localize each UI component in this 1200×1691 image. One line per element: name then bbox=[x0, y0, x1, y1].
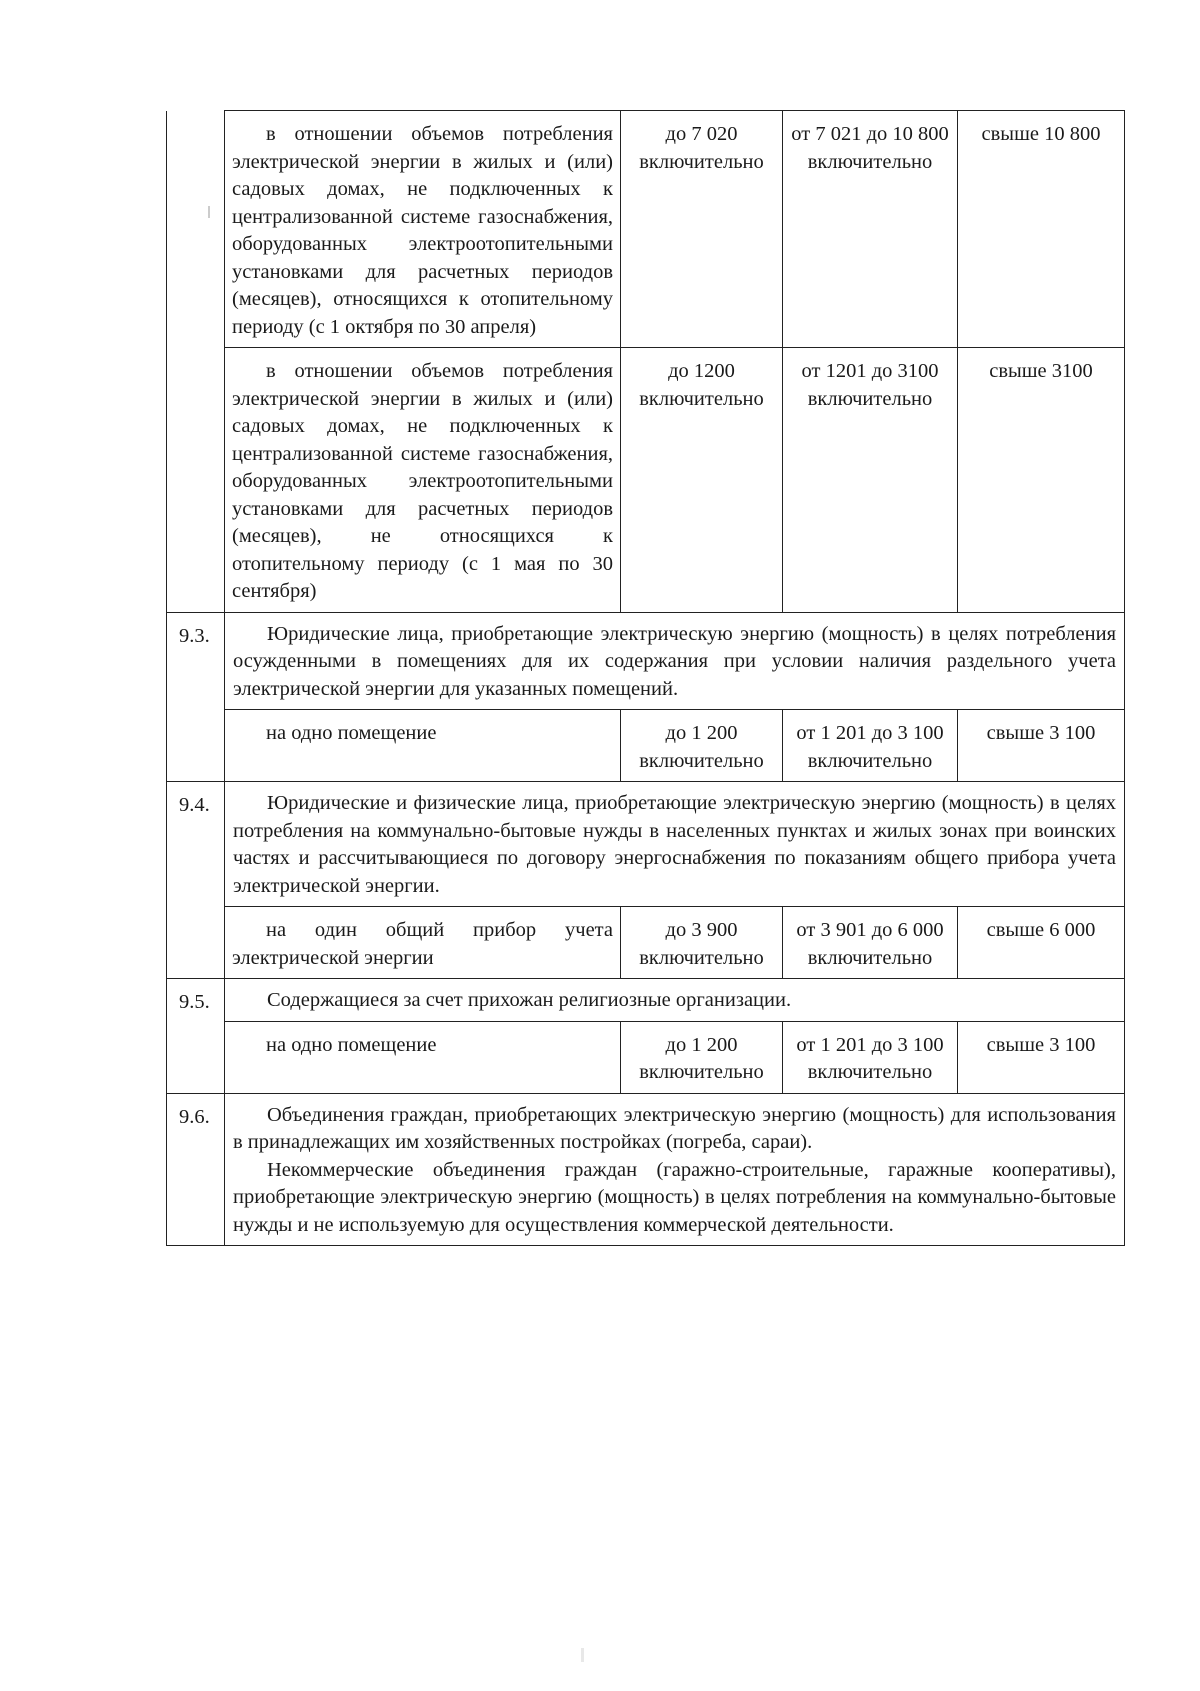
range-high: свыше 3 100 bbox=[958, 1021, 1125, 1093]
section-paragraph: Объединения граждан, приобретающих электрическую энергию (мощность) для использования в принадлежащих им хозяйственных постройках (погреба, сараи). bbox=[233, 1103, 1116, 1153]
section-number: 9.4. bbox=[167, 782, 225, 979]
section-title bbox=[225, 1093, 1125, 1246]
tariff-volume-table bbox=[166, 110, 1125, 1246]
row-number-cell bbox=[167, 111, 225, 348]
row-description: на одно помещение bbox=[225, 710, 621, 782]
scan-artifact bbox=[581, 1648, 584, 1662]
section-number: 9.6. bbox=[167, 1093, 225, 1246]
range-high: свыше 10 800 bbox=[958, 111, 1125, 348]
range-mid: от 3 901 до 6 000 включительно bbox=[783, 907, 958, 979]
row-description: в отношении объемов потребления электрической энергии в жилых и (или) садовых домах, не подключенных к централизованной системе газоснабжения, оборудованных электроотопительными установками для расчетных периодов (месяцев), относящихся к отопительному периоду (с 1 октября по 30 апреля) bbox=[225, 111, 621, 348]
range-high: свыше 3 100 bbox=[958, 710, 1125, 782]
range-low: до 1200 включительно bbox=[621, 348, 783, 613]
section-header-row bbox=[167, 979, 1125, 1022]
section-number: 9.5. bbox=[167, 979, 225, 1094]
section-title: Юридические лица, приобретающие электрическую энергию (мощность) в целях потребления осужденными в помещениях для их содержания при условии наличия раздельного учета электрической энергии для указанных помещений. bbox=[225, 612, 1125, 710]
range-high: свыше 3100 bbox=[958, 348, 1125, 613]
section-header-row bbox=[167, 782, 1125, 907]
table-row bbox=[167, 111, 1125, 348]
range-high: свыше 6 000 bbox=[958, 907, 1125, 979]
row-number-cell bbox=[167, 348, 225, 613]
range-low: до 7 020 включительно bbox=[621, 111, 783, 348]
section-header-row bbox=[167, 612, 1125, 710]
range-low: до 1 200 включительно bbox=[621, 710, 783, 782]
row-description: на один общий прибор учета электрической энергии bbox=[225, 907, 621, 979]
range-mid: от 1 201 до 3 100 включительно bbox=[783, 710, 958, 782]
row-description: на одно помещение bbox=[225, 1021, 621, 1093]
table-row bbox=[167, 1021, 1125, 1093]
section-paragraph: Некоммерческие объединения граждан (гаражно-строительные, гаражные кооперативы), приобретающие электрическую энергию (мощность) в целях потребления на коммунально-бытовые нужды и не используемую для осуществления коммерческой деятельности. bbox=[233, 1158, 1116, 1236]
range-mid: от 7 021 до 10 800 включительно bbox=[783, 111, 958, 348]
section-header-row bbox=[167, 1093, 1125, 1246]
range-low: до 3 900 включительно bbox=[621, 907, 783, 979]
row-description: в отношении объемов потребления электрической энергии в жилых и (или) садовых домах, не подключенных к централизованной системе газоснабжения, оборудованных электроотопительными установками для расчетных периодов (месяцев), не относящихся к отопительному периоду (с 1 мая по 30 сентября) bbox=[225, 348, 621, 613]
section-title: Юридические и физические лица, приобретающие электрическую энергию (мощность) в целях потребления на коммунально-бытовые нужды в населенных пунктах и жилых зонах при воинских частях и рассчитывающиеся по договору энергоснабжения по показаниям общего прибора учета электрической энергии. bbox=[225, 782, 1125, 907]
range-mid: от 1 201 до 3 100 включительно bbox=[783, 1021, 958, 1093]
section-title: Содержащиеся за счет прихожан религиозные организации. bbox=[225, 979, 1125, 1022]
table-row bbox=[167, 907, 1125, 979]
range-low: до 1 200 включительно bbox=[621, 1021, 783, 1093]
table-row bbox=[167, 348, 1125, 613]
section-number: 9.3. bbox=[167, 612, 225, 782]
table-row bbox=[167, 710, 1125, 782]
range-mid: от 1201 до 3100 включительно bbox=[783, 348, 958, 613]
